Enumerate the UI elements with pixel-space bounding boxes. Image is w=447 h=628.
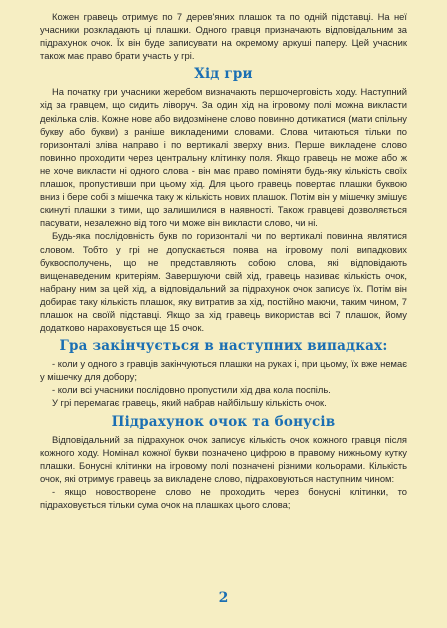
section-title-scoring: Підрахунок очок та бонусів	[111, 413, 336, 430]
game-end-winner: У грі перемагає гравець, який набрав найбільшу кількість очок.	[52, 397, 327, 409]
section-title-game-end: Гра закінчується в наступних випадках:	[59, 338, 388, 355]
scoring-item-1: - якщо новостворене слово не проходить через бонусні клітинки, то підраховується тільки сума очок на плашках цього слова;	[40, 485, 407, 510]
gameplay-paragraph-2: Будь-яка послідовність букв по горизонталі чи по вертикалі повинна являтися словом. Тобто у грі не допускається поява на ігровому полі випадкових буквосполучень, що не представляють собою слова, які відповідають вищенаведеним критеріям. Завершуючи свій хід, гравець називає кількість очок, набрану ним за цей хід, а відповідальний за підрахунок очок записує їх. Потім він добирає таку кількість плашок, яку витратив за хід, постійно маючи, таким чином, 7 плашок на своїй підставці. Якщо за хід гравець використав всі 7 плашок, йому додатково нараховується ще 15 очок.	[40, 230, 407, 334]
page-number: 2	[218, 590, 229, 606]
gameplay-paragraph-1: На початку гри учасники жеребом визначають першочерговість ходу. Наступний хід за гравцем, що сидить ліворуч. За один хід на ігровому полі можна викласти декілька слів. Кожне нове або видозмінене слово повинно дотикатися (мати спільну букву або букви) з раніше викладеними словами. Слова читаються тільки по горизонталі зліва направо і по вертикалі зверху вниз. Перше викладене слово повинно проходити через центральну клітинку поля. Якщо гравець не може або ж не хоче викласти ні одного слова - він має право поміняти будь-яку кількість своїх плашок, пропустивши при цьому хід. Для цього гравець повертає плашки буквою вниз і бере собі з мішечка таку ж кількість нових плашок. Потім він у мішечку змішує скинуті плашки з тими, що залишилися в наявності. Також гравцеві дозволяється пасувати, незалежно від того чи може він викласти слово, чи ні.	[40, 86, 407, 229]
section-title-gameplay: Хід гри	[194, 66, 253, 83]
game-end-item-1: - коли у одного з гравців закінчуються плашки на руках і, при цьому, їх вже немає у мішечку для добору;	[40, 358, 407, 383]
scoring-paragraph-1: Відповідальний за підрахунок очок записує кількість очок кожного гравця після кожного ходу. Номінал кожної букви позначено цифрою в правому нижньому кутку плашки. Бонусні клітинки на ігровому полі позначені різними кольорами. Кількість очок, які отримує гравець за викладене слово, підраховуються наступним чином:	[40, 433, 407, 484]
intro-paragraph: Кожен гравець отримує по 7 дерев'яних плашок та по одній підставці. На неї учасники розкладають ці плашки. Одного гравця призначають відповідальним за підрахунок очок. Їх він буде записувати на окремому аркуші паперу. Цей учасник також має право брати участь у грі.	[40, 11, 407, 62]
game-end-item-2: - коли всі учасники послідовно пропустили хід два кола поспіль.	[52, 384, 331, 396]
